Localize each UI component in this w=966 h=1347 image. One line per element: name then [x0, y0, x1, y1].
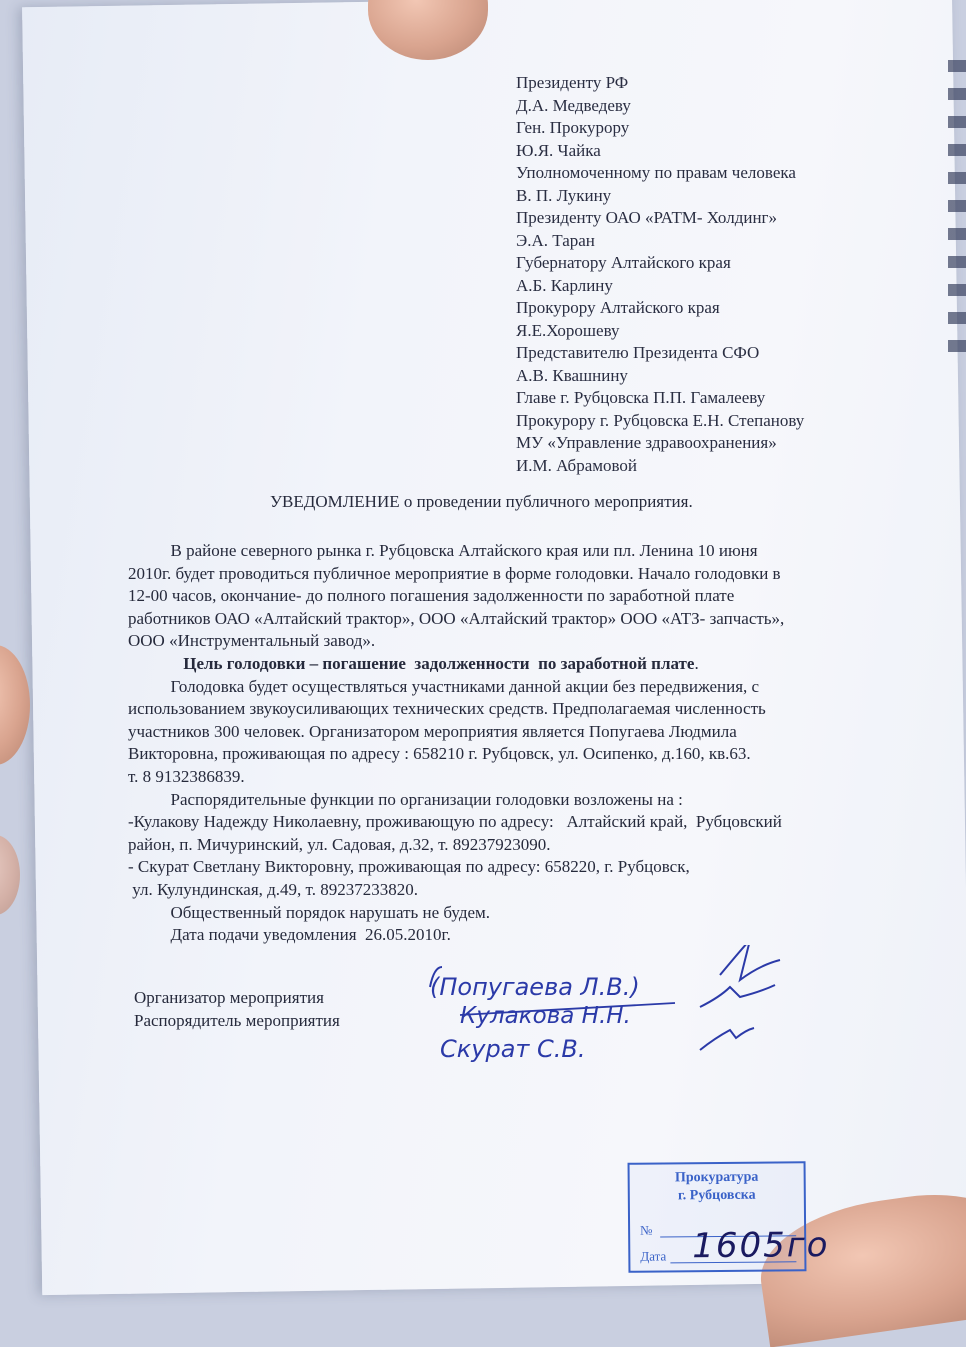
- addressee-line: Ю.Я. Чайка: [516, 140, 601, 160]
- signature-kulakova: Кулакова Н.Н.: [460, 1003, 631, 1029]
- organizer-label: Организатор мероприятия: [134, 988, 324, 1007]
- addressee-block: [516, 72, 804, 477]
- finger-left-lower: [0, 835, 20, 915]
- body-line: Дата подачи уведомления 26.05.2010г.: [128, 925, 451, 945]
- signature-popugaeva: (Попугаева Л.В.): [430, 973, 640, 1001]
- addressee-line: Президенту ОАО «РАТМ- Холдинг»: [516, 208, 778, 227]
- signature-skurat: Скурат С.В.: [440, 1035, 586, 1063]
- addressee-line: Представителю Президента СФО: [516, 343, 760, 362]
- handwritten-signatures: [420, 945, 800, 1075]
- addressee-line: Э.А. Таран: [516, 230, 595, 250]
- body-line: использованием звукоусиливающих технических средств. Предполагаемая численность: [128, 699, 766, 719]
- body-line: т. 8 9132386839.: [128, 766, 245, 786]
- stamp-line1: Прокуратура: [674, 1169, 759, 1186]
- finger-left: [0, 645, 30, 765]
- body-line: 2010г. будет проводиться публичное мероприятие в форме голодовки. Начало голодовки в: [128, 563, 781, 583]
- addressee-line: Прокурору г. Рубцовска Е.Н. Степанову: [516, 410, 805, 430]
- stamp-line2: г. Рубцовска: [677, 1187, 756, 1204]
- stamp-date-label: Дата: [640, 1248, 667, 1264]
- addressee-line: Д.А. Медведеву: [516, 95, 631, 115]
- addressee-line: Уполномоченному по правам человека: [516, 163, 796, 182]
- addressee-line: Я.Е.Хорошеву: [516, 320, 620, 340]
- addressee-line: А.В. Квашнину: [516, 365, 628, 385]
- addressee-line: А.Б. Карлину: [516, 275, 613, 295]
- goal-line: [128, 653, 918, 676]
- body-line: Общественный порядок нарушать не будем.: [128, 902, 491, 922]
- body-line: Голодовка будет осуществляться участниками данной акции без передвижения, с: [128, 676, 760, 696]
- addressee-line: Губернатору Алтайского края: [516, 253, 731, 272]
- document-body: [128, 540, 918, 947]
- document-title: УВЕДОМЛЕНИЕ о проведении публичного мероприятия.: [270, 492, 693, 511]
- body-line: работников ОАО «Алтайский трактор», ООО «Алтайский трактор» ООО «АТЗ- запчасть»,: [128, 608, 785, 628]
- addressee-line: Главе г. Рубцовска П.П. Гамалееву: [516, 388, 766, 407]
- page-edge-marks: [948, 60, 966, 360]
- addressee-line: МУ «Управление здравоохранения»: [516, 433, 777, 452]
- addressee-line: В. П. Лукину: [516, 185, 612, 205]
- body-line: ООО «Инструментальный завод».: [128, 631, 376, 651]
- manager-label: Распорядитель мероприятия: [134, 1011, 340, 1030]
- body-line: - Скурат Светлану Викторовну, проживающая по адресу: 658220, г. Рубцовск,: [128, 857, 690, 877]
- body-line: 12-00 часов, окончание- до полного погашения задолженности по заработной плате: [128, 586, 735, 606]
- prosecutor-stamp: [628, 1161, 830, 1273]
- stamp-handwritten-number: 1605го: [692, 1225, 830, 1267]
- body-line: участников 300 человек. Организатором мероприятия является Попугаева Людмила: [128, 721, 737, 741]
- body-line: Распорядительные функции по организации голодовки возложены на :: [128, 789, 683, 809]
- body-line: -Кулакову Надежду Николаевну, проживающую по адресу: Алтайский край, Рубцовский: [128, 812, 782, 832]
- body-line: Викторовна, проживающая по адресу : 658210 г. Рубцовск, ул. Осипенко, д.160, кв.63.: [128, 744, 751, 764]
- body-line: В районе северного рынка г. Рубцовска Алтайского края или пл. Ленина 10 июня: [128, 541, 758, 560]
- addressee-line: Президенту РФ: [516, 73, 629, 92]
- signature-labels: [134, 986, 340, 1032]
- body-line: ул. Кулундинская, д.49, т. 89237233820.: [128, 879, 418, 899]
- goal-suffix: .: [694, 653, 699, 673]
- stamp-number-label: №: [640, 1222, 653, 1238]
- body-line: район, п. Мичуринский, ул. Садовая, д.32, т. 89237923090.: [128, 834, 551, 854]
- addressee-line: И.М. Абрамовой: [516, 455, 638, 475]
- goal-text: Цель голодовки – погашение задолженности по заработной плате: [183, 653, 695, 673]
- addressee-line: Прокурору Алтайского края: [516, 298, 720, 317]
- addressee-line: Ген. Прокурору: [516, 118, 630, 137]
